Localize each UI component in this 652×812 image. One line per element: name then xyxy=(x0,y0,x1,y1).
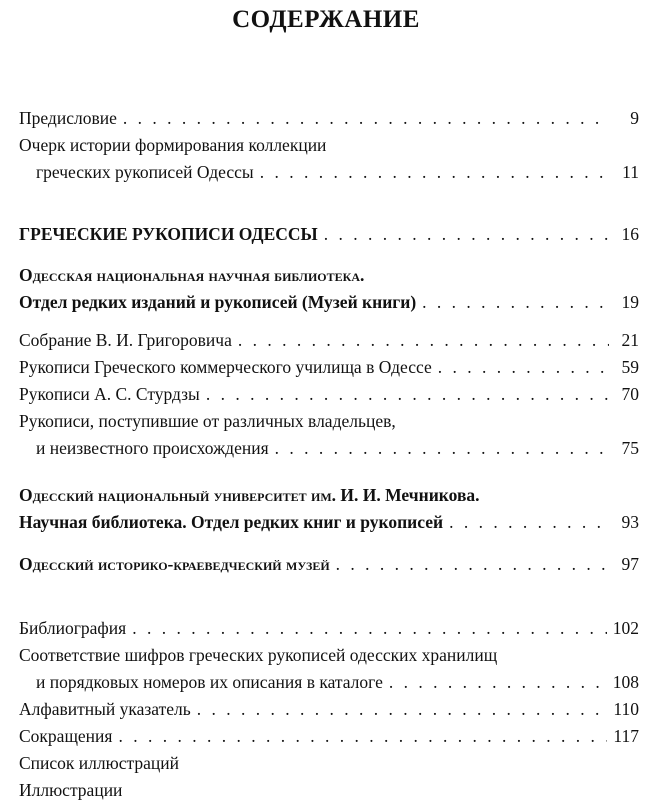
toc-entry-text: Одесский национальный университет им. И. И. Мечникова. xyxy=(19,485,480,505)
toc-entry-text: Отдел редких изданий и рукописей (Музей книги) xyxy=(19,292,417,312)
toc-entry-text: и порядковых номеров их описания в каталоге xyxy=(36,672,383,692)
toc-entry-text: Научная библиотека. Отдел редких книг и рукописей xyxy=(19,512,444,532)
toc-entry-essay-line2 xyxy=(36,161,639,183)
leader-dots xyxy=(389,671,607,693)
toc-entry-text: Рукописи А. С. Стурдзы xyxy=(19,384,200,404)
toc-page-number: 59 xyxy=(621,357,639,377)
toc-entry-text: Иллюстрации xyxy=(19,780,123,800)
toc-entry-correspondence-line2 xyxy=(36,671,639,693)
leader-dots xyxy=(123,107,609,129)
toc-entry-text: Библиография xyxy=(19,618,127,638)
toc-section-greek-manuscripts xyxy=(19,223,639,245)
toc-page-number: 21 xyxy=(621,330,639,350)
toc-museum-heading xyxy=(19,553,639,575)
toc-university-heading-line2 xyxy=(19,511,639,533)
toc-page-number: 108 xyxy=(612,672,639,692)
toc-page-number: 19 xyxy=(621,292,639,312)
leader-dots xyxy=(449,511,609,533)
toc-entry-text: ГРЕЧЕСКИЕ РУКОПИСИ ОДЕССЫ xyxy=(19,224,318,244)
leader-dots xyxy=(238,329,609,351)
toc-entry-abbreviations xyxy=(19,725,639,747)
leader-dots xyxy=(132,617,607,639)
toc-university-heading-line1 xyxy=(19,484,639,506)
toc-entry-text: Рукописи, поступившие от различных владельцев, xyxy=(19,411,396,431)
toc-page-number: 70 xyxy=(621,384,639,404)
toc-page-number: 75 xyxy=(621,438,639,458)
toc-entry-text: Одесская национальная научная библиотека. xyxy=(19,265,365,285)
toc-entry-text: Очерк истории формирования коллекции xyxy=(19,135,327,155)
toc-entry-text: Предисловие xyxy=(19,108,117,128)
leader-dots xyxy=(324,223,609,245)
toc-entry-text: Соответствие шифров греческих рукописей одесских хранилищ xyxy=(19,645,498,665)
toc-entry-various-line1 xyxy=(19,410,639,432)
leader-dots xyxy=(260,161,609,183)
toc-page-number: 16 xyxy=(621,224,639,244)
toc-entry-commercial-school xyxy=(19,356,639,378)
leader-dots xyxy=(438,356,609,378)
toc-entry-text: Сокращения xyxy=(19,726,113,746)
toc-entry-text: Алфавитный указатель xyxy=(19,699,191,719)
toc-entry-text: Собрание В. И. Григоровича xyxy=(19,330,232,350)
toc-entry-sturdza xyxy=(19,383,639,405)
toc-entry-text: греческих рукописей Одессы xyxy=(36,162,254,182)
toc-page-number: 117 xyxy=(613,726,639,746)
toc-entry-illustrations xyxy=(19,779,639,801)
page-title: СОДЕРЖАНИЕ xyxy=(232,6,420,33)
toc-entry-various-line2 xyxy=(36,437,639,459)
toc-page-number: 11 xyxy=(622,162,639,182)
toc-entry-essay-line1 xyxy=(19,134,639,156)
leader-dots xyxy=(275,437,609,459)
toc-entry-list-of-illustrations xyxy=(19,752,639,774)
toc-library-heading-line1 xyxy=(19,264,639,286)
leader-dots xyxy=(422,291,609,313)
toc-page-number: 110 xyxy=(613,699,639,719)
toc-page-number: 93 xyxy=(621,512,639,532)
toc-page-number: 9 xyxy=(630,108,639,128)
toc-entry-text: Список иллюстраций xyxy=(19,753,179,773)
leader-dots xyxy=(206,383,609,405)
toc-entry-correspondence-line1 xyxy=(19,644,639,666)
leader-dots xyxy=(118,725,607,747)
toc-entry-bibliography xyxy=(19,617,639,639)
leader-dots xyxy=(197,698,608,720)
toc-entry-text: Рукописи Греческого коммерческого училища в Одессе xyxy=(19,357,432,377)
toc-library-heading-line2 xyxy=(19,291,639,313)
toc-page-number: 97 xyxy=(621,554,639,574)
leader-dots xyxy=(336,553,609,575)
toc-page-number: 102 xyxy=(612,618,639,638)
toc-entry-text: Одесский историко-краеведческий музей xyxy=(19,554,330,574)
toc-entry-preface xyxy=(19,107,639,129)
toc-entry-index xyxy=(19,698,639,720)
toc-entry-grigorovich xyxy=(19,329,639,351)
toc-entry-text: и неизвестного происхождения xyxy=(36,438,269,458)
